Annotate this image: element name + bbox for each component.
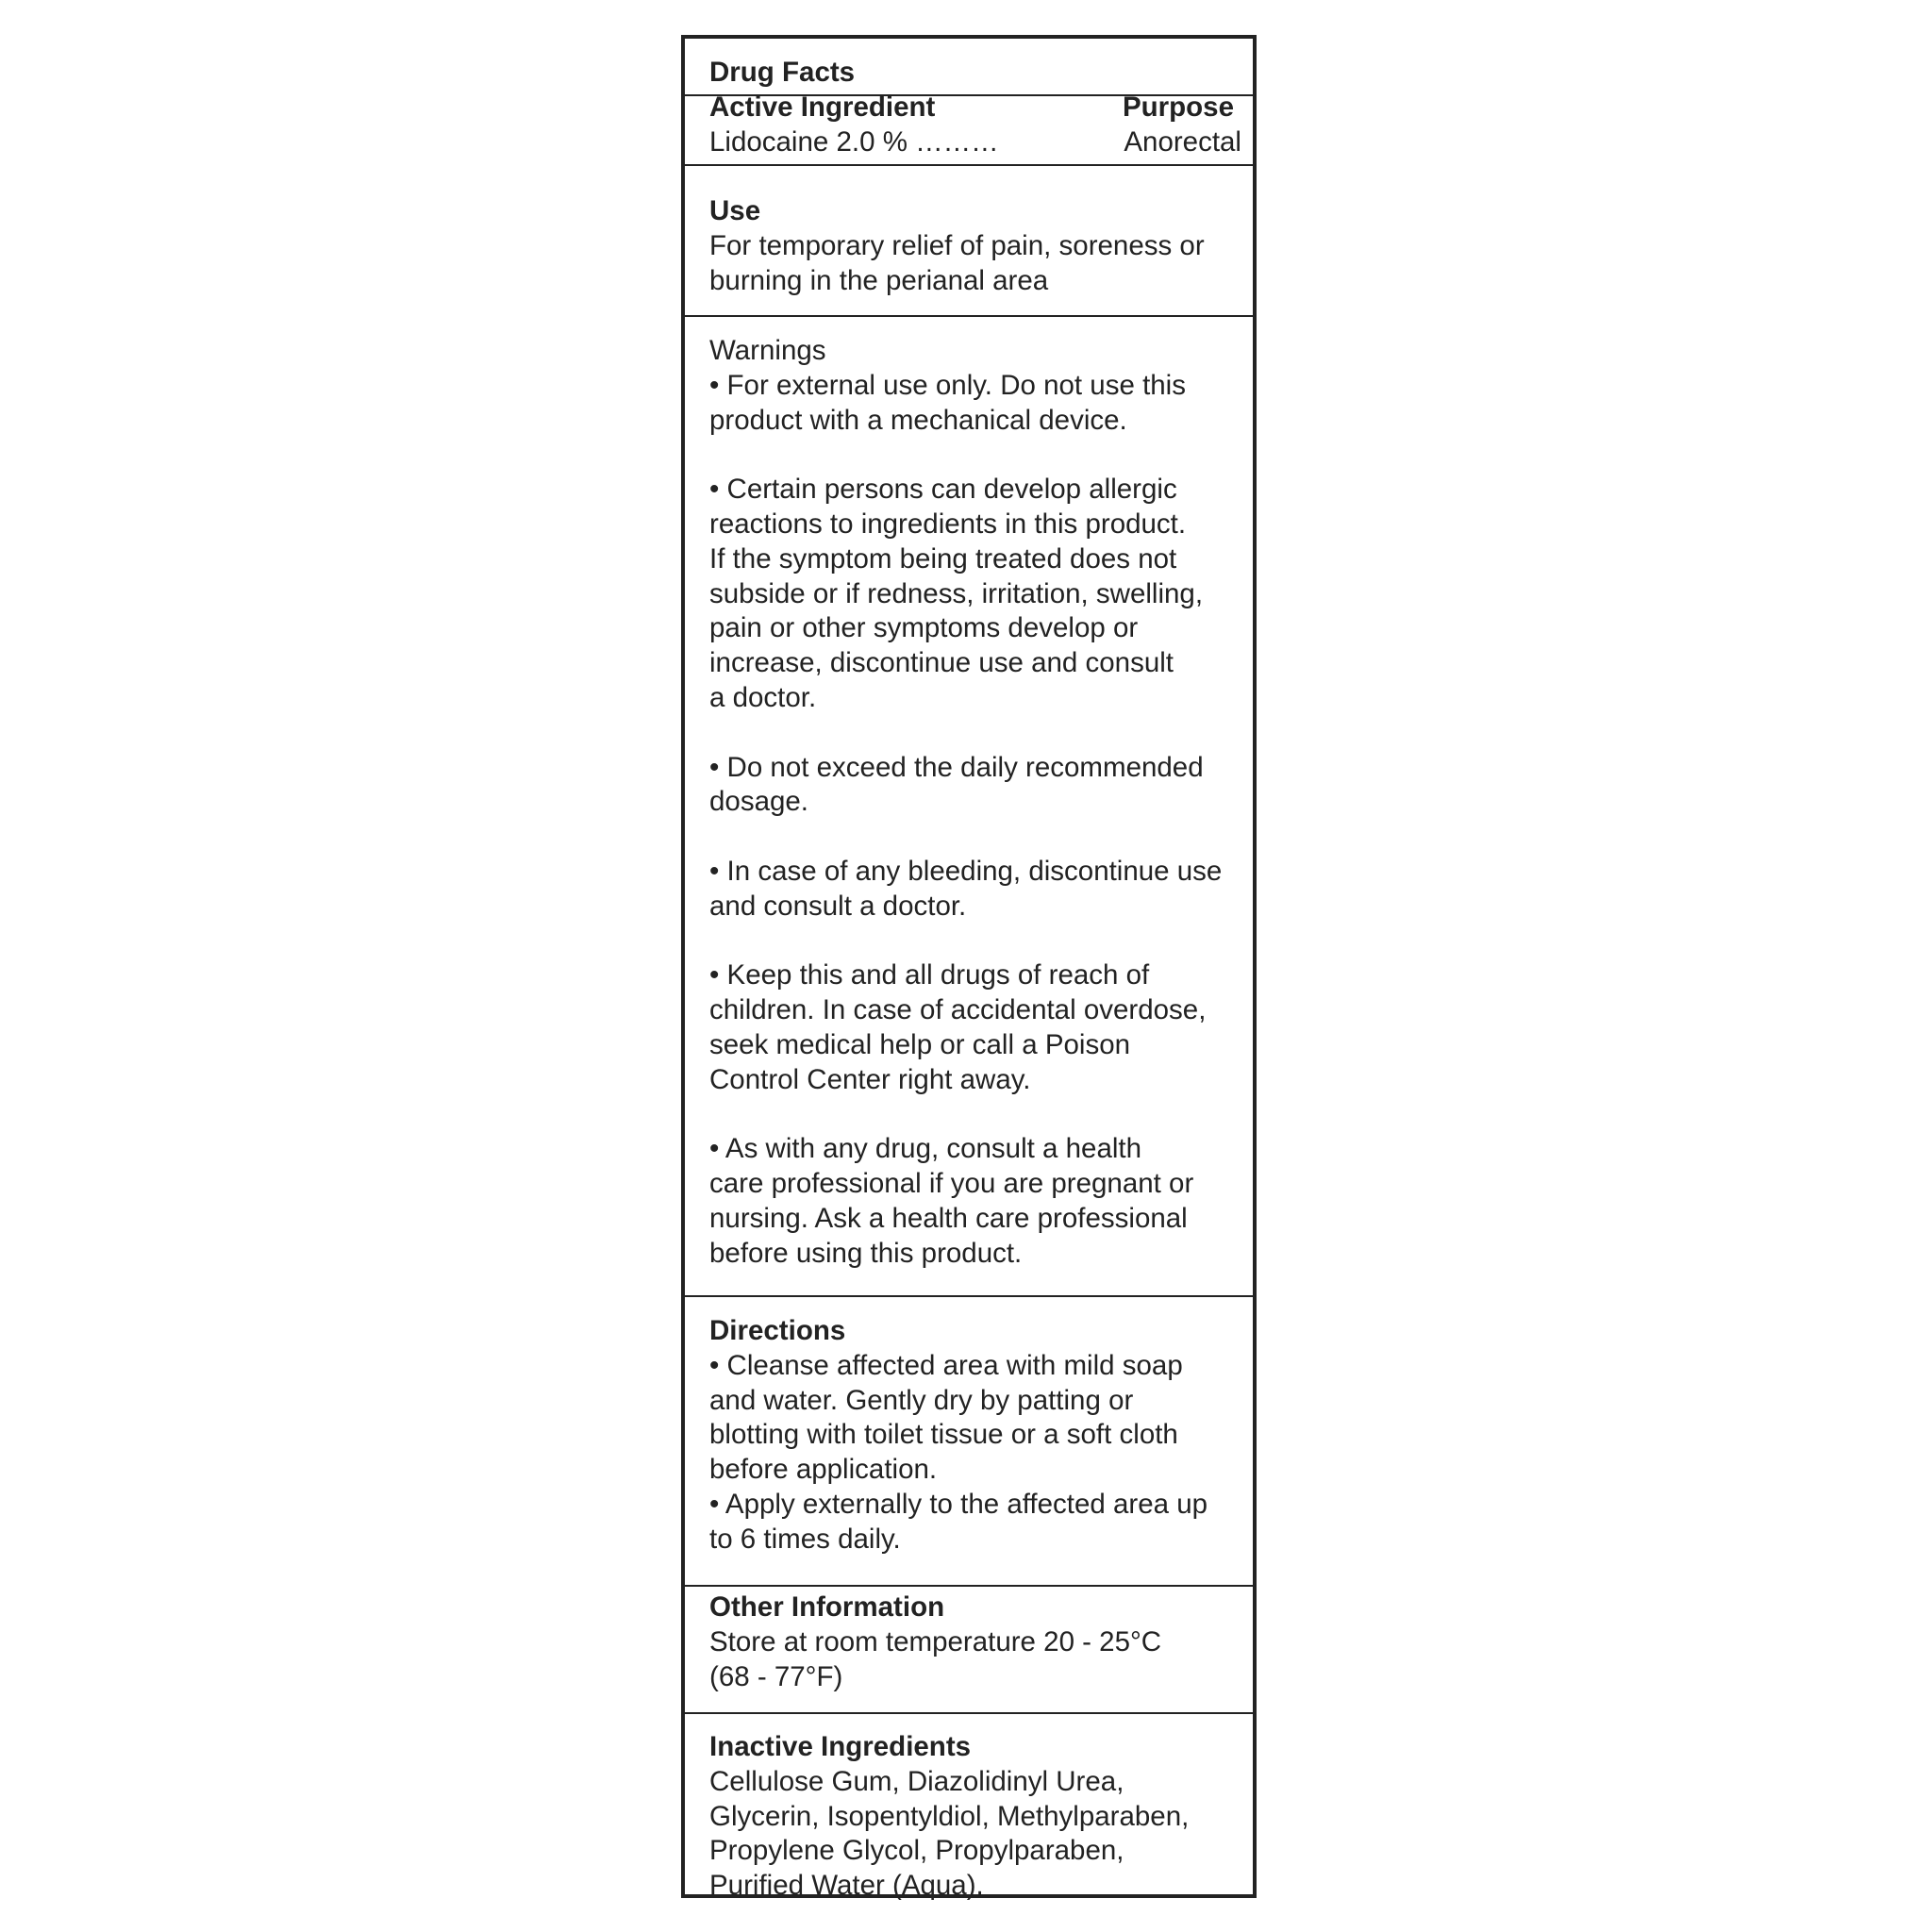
warnings-heading: Warnings	[709, 335, 826, 366]
use-line: burning in the perianal area	[709, 264, 1049, 296]
drug-facts-title: Drug Facts	[709, 57, 856, 88]
warning-line: • As with any drug, consult a health	[709, 1133, 1142, 1165]
warnings-section	[709, 334, 1241, 1272]
other-information-section	[709, 1591, 1241, 1694]
directions-section	[709, 1314, 1241, 1557]
warning-line: Control Center right away.	[709, 1063, 1031, 1095]
warning-line: and consult a doctor.	[709, 890, 967, 922]
inactive-ingredients-line: Cellulose Gum, Diazolidinyl Urea,	[709, 1765, 1124, 1797]
divider	[685, 1712, 1253, 1714]
warning-line: • Certain persons can develop allergic	[709, 474, 1177, 506]
divider	[685, 164, 1253, 166]
directions-line: blotting with toilet tissue or a soft cloth	[709, 1419, 1178, 1451]
divider	[685, 1295, 1253, 1297]
directions-line: and water. Gently dry by patting or	[709, 1384, 1134, 1416]
inactive-ingredients-heading: Inactive Ingredients	[709, 1731, 972, 1762]
warning-line: seek medical help or call a Poison	[709, 1028, 1131, 1060]
header-section	[709, 56, 1241, 91]
warning-line: • Do not exceed the daily recommended	[709, 751, 1204, 783]
active-value-row	[709, 125, 1241, 160]
other-information-line: Store at room temperature 20 - 25°C	[709, 1625, 1162, 1657]
warning-line: product with a mechanical device.	[709, 404, 1127, 436]
directions-line: • Apply externally to the affected area up	[709, 1488, 1208, 1520]
active-header-row	[709, 91, 1241, 125]
warning-line: dosage.	[709, 786, 808, 818]
divider	[685, 315, 1253, 317]
use-line: For temporary relief of pain, soreness or	[709, 229, 1205, 261]
inactive-ingredients-line: Propylene Glycol, Propylparaben,	[709, 1835, 1124, 1867]
drug-facts-label	[681, 35, 1257, 1902]
warning-line: pain or other symptoms develop or	[709, 612, 1139, 644]
warning-line: • For external use only. Do not use this	[709, 369, 1186, 401]
warning-line: nursing. Ask a health care professional	[709, 1202, 1188, 1234]
warning-line: care professional if you are pregnant or	[709, 1168, 1194, 1200]
warning-line: a doctor.	[709, 681, 817, 713]
warning-line: If the symptom being treated does not	[709, 542, 1177, 575]
directions-line: • Cleanse affected area with mild soap	[709, 1349, 1183, 1381]
purpose-heading: Purpose	[1122, 92, 1234, 123]
directions-line: to 6 times daily.	[709, 1523, 901, 1555]
active-ingredient-heading: Active Ingredient	[709, 92, 936, 123]
divider	[685, 1585, 1253, 1587]
other-information-heading: Other Information	[709, 1591, 945, 1623]
warning-line: subside or if redness, irritation, swelling,	[709, 577, 1204, 609]
warning-line: • Keep this and all drugs of reach of	[709, 959, 1150, 991]
active-ingredient-section	[709, 91, 1241, 160]
warning-line: reactions to ingredients in this product.	[709, 508, 1187, 540]
warning-line: increase, discontinue use and consult	[709, 647, 1174, 679]
inactive-ingredients-line: Glycerin, Isopentyldiol, Methylparaben,	[709, 1800, 1190, 1832]
active-ingredient-value: Lidocaine 2.0 % ………	[709, 125, 999, 158]
inactive-ingredients-section	[709, 1730, 1241, 1904]
use-heading: Use	[709, 195, 761, 226]
use-section	[709, 194, 1241, 298]
inactive-ingredients-line: Purified Water (Aqua).	[709, 1870, 984, 1902]
warning-line: • In case of any bleeding, discontinue use	[709, 855, 1223, 887]
other-information-line: (68 - 77°F)	[709, 1660, 843, 1692]
purpose-value: Anorectal	[1124, 125, 1241, 158]
warning-line: children. In case of accidental overdose,	[709, 994, 1207, 1026]
directions-heading: Directions	[709, 1315, 846, 1346]
directions-line: before application.	[709, 1454, 938, 1486]
warning-line: before using this product.	[709, 1237, 1023, 1269]
